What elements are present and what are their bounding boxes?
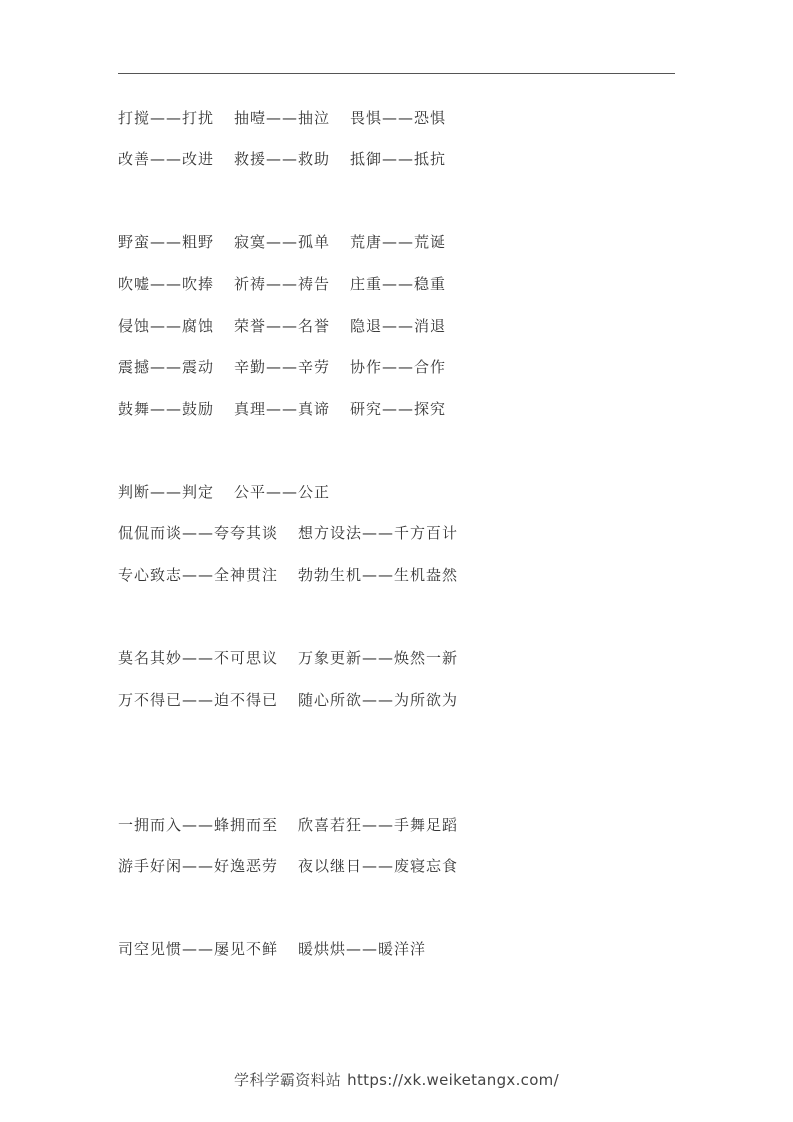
- page-footer: [0, 1070, 793, 1090]
- word-pair-line: [118, 149, 446, 169]
- word-pair: 荒唐——荒诞: [350, 233, 447, 251]
- word-pair: 抵御——抵抗: [350, 150, 447, 168]
- footer-url-link[interactable]: https://xk.weiketangx.com/: [347, 1071, 559, 1089]
- word-pair: 想方设法——千方百计: [298, 524, 459, 542]
- word-pair-line: [118, 815, 458, 835]
- word-pair: 万象更新——焕然一新: [298, 649, 459, 667]
- word-pair: 莫名其妙——不可思议: [118, 649, 279, 667]
- word-pair-line: [118, 856, 458, 876]
- word-pair-line: [118, 648, 458, 668]
- word-pair: 庄重——稳重: [350, 275, 447, 293]
- word-pair-line: [118, 690, 458, 710]
- word-pair-line: [118, 232, 446, 252]
- word-pair: 专心致志——全神贯注: [118, 566, 279, 584]
- word-pair: 救援——救助: [234, 150, 331, 168]
- word-pair: 一拥而入——蜂拥而至: [118, 816, 279, 834]
- word-pair-line: [118, 108, 446, 128]
- word-pair-line: [118, 565, 458, 585]
- word-pair: 判断——判定: [118, 483, 215, 501]
- word-pair: 随心所欲——为所欲为: [298, 691, 459, 709]
- word-pair: 暖烘烘——暖洋洋: [298, 940, 427, 958]
- word-pair-line: [118, 316, 446, 336]
- word-pair: 打搅——打扰: [118, 109, 215, 127]
- word-pair: 勃勃生机——生机盎然: [298, 566, 459, 584]
- word-pair: 改善——改进: [118, 150, 215, 168]
- word-pair: 辛勤——辛劳: [234, 358, 331, 376]
- word-pair-line: [118, 939, 426, 959]
- word-pair: 荣誉——名誉: [234, 317, 331, 335]
- word-pair: 隐退——消退: [350, 317, 447, 335]
- word-pair: 夜以继日——废寝忘食: [298, 857, 459, 875]
- word-pair: 震撼——震动: [118, 358, 215, 376]
- word-pair: 公平——公正: [234, 483, 331, 501]
- word-pair: 寂寞——孤单: [234, 233, 331, 251]
- word-pair-line: [118, 523, 458, 543]
- footer-site-name: 学科学霸资料站: [234, 1071, 342, 1089]
- word-pair: 畏惧——恐惧: [350, 109, 447, 127]
- word-pair: 祈祷——祷告: [234, 275, 331, 293]
- word-pair: 吹嘘——吹捧: [118, 275, 215, 293]
- word-pair: 万不得已——迫不得已: [118, 691, 279, 709]
- word-pair: 协作——合作: [350, 358, 447, 376]
- word-pair: 欣喜若狂——手舞足蹈: [298, 816, 459, 834]
- word-pair: 侃侃而谈——夸夸其谈: [118, 524, 279, 542]
- word-pair: 司空见惯——屡见不鲜: [118, 940, 279, 958]
- word-pair: 野蛮——粗野: [118, 233, 215, 251]
- word-pair-line: [118, 399, 446, 419]
- word-pair-line: [118, 482, 330, 502]
- word-pair: 抽噎——抽泣: [234, 109, 331, 127]
- word-pair: 研究——探究: [350, 400, 447, 418]
- word-pair-line: [118, 357, 446, 377]
- word-pair: 鼓舞——鼓励: [118, 400, 215, 418]
- word-pair: 真理——真谛: [234, 400, 331, 418]
- word-pair: 侵蚀——腐蚀: [118, 317, 215, 335]
- word-pair: 游手好闲——好逸恶劳: [118, 857, 279, 875]
- word-pair-line: [118, 274, 446, 294]
- top-divider: [118, 73, 675, 74]
